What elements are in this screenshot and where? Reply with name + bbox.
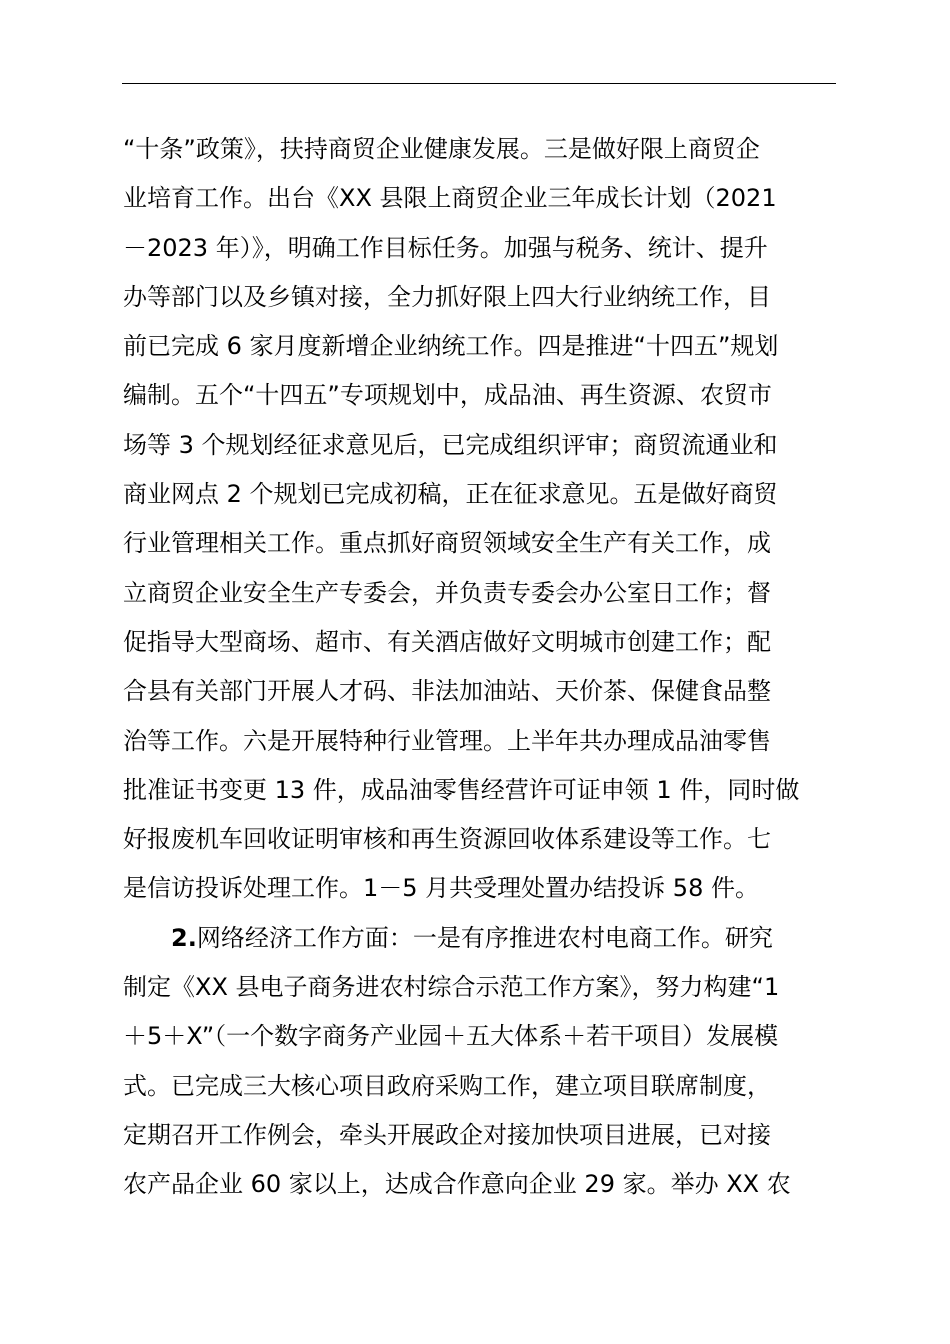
text-line: 式。已完成三大核心项目政府采购工作，建立项目联席制度，	[123, 1071, 771, 1100]
text-line: 编制。五个“十四五”专项规划中，成品油、再生资源、农贸市	[123, 381, 772, 410]
section-2-first-line: 网络经济工作方面：一是有序推进农村电商工作。研究	[196, 923, 773, 952]
text-line: 业培育工作。出台《XX 县限上商贸企业三年成长计划（2021	[123, 184, 777, 213]
text-line: ＋5＋X”（一个数字商务产业园＋五大体系＋若干项目）发展模	[123, 1022, 779, 1051]
text-line: 定期召开工作例会，牵头开展政企对接加快项目进展，已对接	[123, 1120, 771, 1149]
text-line: “十条”政策》，扶持商贸企业健康发展。三是做好限上商贸企	[123, 135, 760, 163]
text-line: 行业管理相关工作。重点抓好商贸领域安全生产有关工作，成	[123, 529, 771, 558]
text-line: 场等 3 个规划经征求意见后，已完成组织评审；商贸流通业和	[123, 430, 778, 459]
section-2-heading-line	[123, 914, 843, 963]
text-line: 批准证书变更 13 件，成品油零售经营许可证申领 1 件，同时做	[123, 775, 800, 804]
section-2-number: 2.	[171, 923, 197, 952]
body-text	[123, 125, 843, 1210]
text-line: 制定《XX 县电子商务进农村综合示范工作方案》，努力构建“1	[123, 973, 780, 1002]
text-line: 商业网点 2 个规划已完成初稿，正在征求意见。五是做好商贸	[123, 480, 778, 509]
header-rule	[122, 83, 836, 84]
text-line: 治等工作。六是开展特种行业管理。上半年共办理成品油零售	[123, 726, 771, 755]
text-line: 好报废机车回收证明审核和再生资源回收体系建设等工作。七	[123, 825, 771, 854]
text-line: 促指导大型商场、超市、有关酒店做好文明城市创建工作；配	[123, 627, 771, 656]
text-line: 是信访投诉处理工作。1－5 月共受理处置办结投诉 58 件。	[123, 874, 759, 903]
text-line: 办等部门以及乡镇对接，全力抓好限上四大行业纳统工作，目	[123, 282, 771, 311]
text-line: 合县有关部门开展人才码、非法加油站、天价茶、保健食品整	[123, 677, 771, 706]
text-line: －2023 年）》，明确工作目标任务。加强与税务、统计、提升	[123, 233, 768, 262]
text-line: 立商贸企业安全生产专委会，并负责专委会办公室日工作；督	[123, 578, 771, 607]
text-line: 前已完成 6 家月度新增企业纳统工作。四是推进“十四五”规划	[123, 332, 779, 361]
text-line: 农产品企业 60 家以上，达成合作意向企业 29 家。举办 XX 农	[123, 1170, 791, 1199]
